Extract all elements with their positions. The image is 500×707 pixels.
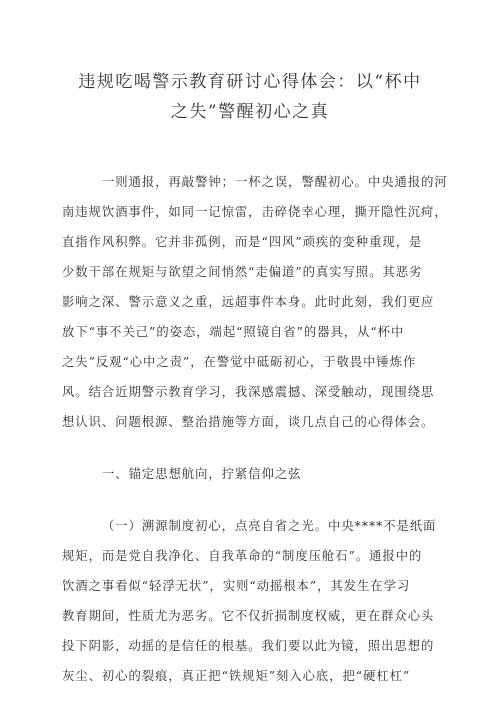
paragraph-1-line: 想认识、问题根源、整治措施等方面，谈几点自己的心得体会。 bbox=[62, 415, 435, 429]
paragraph-1-line: 放下“事不关己”的姿态，端起“照镜自省”的器具，从“杯中 bbox=[62, 325, 405, 339]
section-heading-1: 一、锚定思想航向，拧紧信仰之弦 bbox=[102, 467, 302, 481]
paragraph-2-line: （一）溯源制度初心，点亮自省之光。中央****不是纸面 bbox=[102, 519, 437, 533]
paragraph-1-line: 一则通报，再敲警钟；一杯之误，警醒初心。中央通报的河 bbox=[102, 175, 448, 189]
paragraph-1-line: 之失”反观“心中之责”，在警觉中砥砺初心，于敬畏中锤炼作 bbox=[62, 355, 417, 369]
paragraph-1-line: 风。结合近期警示教育学习，我深感震撼、深受触动，现围绕思 bbox=[62, 385, 435, 399]
document-title-line-2: 之失”警醒初心之真 bbox=[170, 102, 330, 122]
paragraph-1-line: 直指作风积弊。它并非孤例，而是“四风”顽疾的变种重现，是 bbox=[62, 235, 423, 249]
paragraph-2-line: 规矩，而是党自我净化、自我革命的“制度压舱石”。通报中的 bbox=[62, 549, 423, 563]
paragraph-2-line: 灰尘、初心的裂痕，真正把“铁规矩”刻入心底，把“硬杠杠” bbox=[62, 669, 411, 683]
document-title-line-1: 违规吃喝警示教育研讨心得体会：以“杯中 bbox=[78, 72, 422, 92]
paragraph-1-line: 少数干部在规矩与欲望之间悄然“走偏道”的真实写照。其恶劣 bbox=[62, 265, 423, 279]
paragraph-2-line: 饮酒之事看似“轻浮无状”，实则“动摇根本”，其发生在学习 bbox=[62, 579, 411, 593]
paragraph-2-line: 投下阴影，动摇的是信任的根基。我们要以此为镜，照出思想的 bbox=[62, 639, 435, 653]
paragraph-1-line: 影响之深、警示意义之重，远超事件本身。此时此刻，我们更应 bbox=[62, 295, 435, 309]
paragraph-2-line: 教育期间，性质尤为恶劣。它不仅折损制度权威，更在群众心头 bbox=[62, 609, 435, 623]
paragraph-1-line: 南违规饮酒事件，如同一记惊雷，击碎侥幸心理，撕开隐性沉疴， bbox=[62, 205, 448, 219]
